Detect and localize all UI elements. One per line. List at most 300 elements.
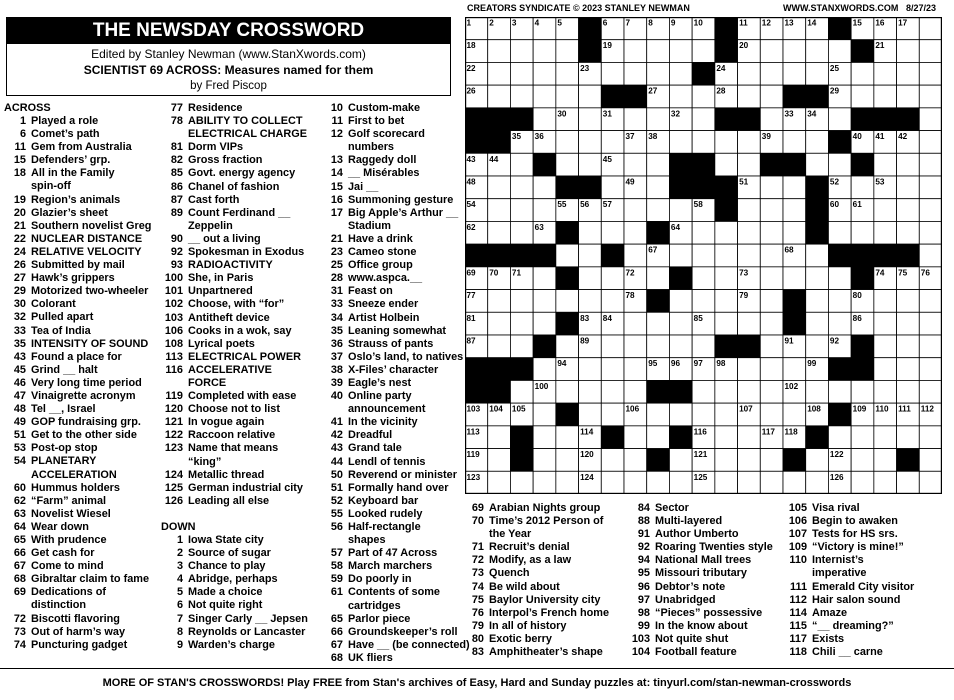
clue-number: 60 (13, 481, 26, 494)
grid-cell[interactable] (874, 449, 897, 472)
grid-cell[interactable] (806, 267, 829, 290)
grid-cell[interactable] (919, 449, 942, 472)
grid-cell[interactable] (919, 153, 942, 176)
crossword-grid[interactable] (465, 17, 942, 494)
grid-cell[interactable] (738, 449, 761, 472)
grid-cell[interactable] (556, 85, 579, 108)
clue-text: Abridge, perhaps (188, 573, 278, 586)
grid-cell[interactable] (601, 176, 624, 199)
grid-cell[interactable] (851, 471, 874, 494)
grid-cell[interactable] (692, 380, 715, 403)
grid-cell[interactable] (601, 471, 624, 494)
grid-cell[interactable] (624, 380, 647, 403)
grid-cell[interactable] (919, 358, 942, 381)
grid-cell[interactable] (783, 62, 806, 85)
grid-cell[interactable] (624, 40, 647, 63)
grid-cell[interactable] (692, 131, 715, 154)
grid-cell[interactable] (579, 244, 602, 267)
grid-cell[interactable] (897, 312, 920, 335)
clue-number: 80 (471, 632, 484, 645)
grid-cell[interactable] (669, 62, 692, 85)
grid-cell[interactable] (738, 62, 761, 85)
grid-cell[interactable] (874, 380, 897, 403)
clue (785, 620, 914, 633)
grid-cell[interactable] (556, 426, 579, 449)
black-square (783, 312, 806, 335)
grid-cell[interactable] (715, 403, 738, 426)
grid-cell[interactable] (806, 449, 829, 472)
grid-cell[interactable] (806, 153, 829, 176)
cell-number: 65 (807, 222, 817, 232)
grid-cell[interactable] (624, 358, 647, 381)
grid-cell[interactable] (919, 176, 942, 199)
grid-cell[interactable] (760, 108, 783, 131)
grid-cell[interactable] (851, 85, 874, 108)
grid-cell[interactable] (897, 176, 920, 199)
grid-cell[interactable] (579, 221, 602, 244)
cell-number: 115 (602, 427, 617, 437)
grid-cell[interactable] (510, 380, 533, 403)
grid-cell[interactable] (510, 221, 533, 244)
grid-cell[interactable] (556, 40, 579, 63)
grid-cell[interactable] (919, 312, 942, 335)
clue (321, 128, 470, 141)
grid-cell[interactable] (624, 426, 647, 449)
grid-cell[interactable] (488, 85, 511, 108)
grid-cell[interactable] (919, 17, 942, 40)
clue (321, 246, 470, 259)
grid-cell[interactable] (579, 267, 602, 290)
grid-cell[interactable] (669, 471, 692, 494)
grid-cell[interactable] (738, 426, 761, 449)
grid-cell[interactable] (806, 335, 829, 358)
grid-cell[interactable] (624, 244, 647, 267)
grid-cell[interactable] (851, 380, 874, 403)
clue-text: Leading all else (188, 494, 270, 507)
grid-cell[interactable] (738, 471, 761, 494)
grid-cell[interactable] (897, 426, 920, 449)
grid-cell[interactable] (556, 153, 579, 176)
grid-cell[interactable] (647, 153, 670, 176)
grid-cell[interactable] (556, 471, 579, 494)
grid-cell[interactable] (760, 85, 783, 108)
grid-cell[interactable] (874, 312, 897, 335)
grid-cell[interactable] (533, 267, 556, 290)
grid-cell[interactable] (533, 290, 556, 313)
grid-cell[interactable] (715, 267, 738, 290)
grid-cell[interactable] (783, 131, 806, 154)
grid-cell[interactable] (783, 267, 806, 290)
grid-cell[interactable] (783, 221, 806, 244)
grid-cell[interactable] (783, 176, 806, 199)
grid-cell[interactable] (556, 335, 579, 358)
grid-cell[interactable] (533, 426, 556, 449)
grid-cell[interactable] (783, 358, 806, 381)
cell-number: 37 (625, 132, 635, 142)
grid-cell[interactable] (579, 358, 602, 381)
grid-cell[interactable] (647, 267, 670, 290)
grid-cell[interactable] (874, 358, 897, 381)
grid-cell[interactable] (510, 85, 533, 108)
grid-cell[interactable] (874, 426, 897, 449)
grid-cell[interactable] (556, 290, 579, 313)
grid-cell[interactable] (692, 267, 715, 290)
grid-cell[interactable] (715, 426, 738, 449)
grid-cell[interactable] (715, 312, 738, 335)
grid-cell[interactable] (669, 449, 692, 472)
grid-cell[interactable] (624, 153, 647, 176)
cell-number: 106 (625, 404, 640, 414)
grid-cell[interactable] (760, 199, 783, 222)
grid-cell[interactable] (760, 244, 783, 267)
grid-cell[interactable] (579, 380, 602, 403)
black-square (874, 244, 897, 267)
grid-cell[interactable] (647, 40, 670, 63)
clue-number: 68 (330, 651, 343, 664)
clue-column (785, 502, 914, 659)
grid-cell[interactable] (760, 335, 783, 358)
grid-cell[interactable] (828, 380, 851, 403)
grid-cell[interactable] (874, 62, 897, 85)
grid-cell[interactable] (533, 199, 556, 222)
grid-cell[interactable] (488, 449, 511, 472)
grid-cell[interactable] (919, 244, 942, 267)
grid-cell[interactable] (897, 40, 920, 63)
grid-cell[interactable] (828, 290, 851, 313)
grid-cell[interactable] (488, 471, 511, 494)
grid-cell[interactable] (919, 108, 942, 131)
grid-cell[interactable] (647, 471, 670, 494)
cell-number: 69 (466, 268, 476, 278)
grid-cell[interactable] (760, 267, 783, 290)
grid-cell[interactable] (738, 153, 761, 176)
clue (161, 613, 308, 626)
grid-cell[interactable] (601, 403, 624, 426)
grid-cell[interactable] (647, 108, 670, 131)
grid-cell[interactable] (692, 221, 715, 244)
grid-cell[interactable] (533, 176, 556, 199)
grid-cell[interactable] (692, 290, 715, 313)
grid-cell[interactable] (669, 290, 692, 313)
grid-cell[interactable] (647, 426, 670, 449)
grid-cell[interactable] (715, 290, 738, 313)
cell-number: 70 (489, 268, 499, 278)
grid-cell[interactable] (760, 221, 783, 244)
grid-cell[interactable] (488, 290, 511, 313)
grid-cell[interactable] (510, 199, 533, 222)
grid-cell[interactable] (533, 471, 556, 494)
clue-number: 47 (13, 389, 26, 402)
grid-cell[interactable] (647, 312, 670, 335)
grid-cell[interactable] (851, 176, 874, 199)
grid-cell[interactable] (851, 221, 874, 244)
grid-cell[interactable] (828, 40, 851, 63)
grid-cell[interactable] (624, 312, 647, 335)
grid-cell[interactable] (874, 199, 897, 222)
grid-cell[interactable] (510, 290, 533, 313)
grid-cell[interactable] (897, 85, 920, 108)
grid-cell[interactable] (715, 244, 738, 267)
grid-cell[interactable] (488, 176, 511, 199)
grid-cell[interactable] (533, 62, 556, 85)
grid-cell[interactable] (738, 221, 761, 244)
grid-cell[interactable] (579, 85, 602, 108)
grid-cell[interactable] (510, 312, 533, 335)
clue-number: 22 (13, 232, 26, 245)
grid-cell[interactable] (897, 335, 920, 358)
grid-cell[interactable] (919, 335, 942, 358)
grid-cell[interactable] (510, 471, 533, 494)
grid-cell[interactable] (806, 290, 829, 313)
grid-cell[interactable] (715, 153, 738, 176)
clue-number: 32 (13, 311, 26, 324)
grid-cell[interactable] (806, 131, 829, 154)
clue (4, 534, 151, 547)
cell-number: 61 (852, 200, 862, 210)
grid-cell[interactable] (760, 449, 783, 472)
grid-cell[interactable] (828, 312, 851, 335)
grid-cell[interactable] (760, 40, 783, 63)
clue-text: Cast forth (188, 193, 240, 206)
grid-cell[interactable] (488, 199, 511, 222)
grid-cell[interactable] (488, 426, 511, 449)
grid-cell[interactable] (874, 85, 897, 108)
clue (4, 246, 151, 259)
grid-cell[interactable] (533, 312, 556, 335)
grid-cell[interactable] (874, 221, 897, 244)
grid-cell[interactable] (783, 199, 806, 222)
grid-cell[interactable] (669, 85, 692, 108)
grid-cell[interactable] (919, 85, 942, 108)
grid-cell[interactable] (601, 449, 624, 472)
grid-cell[interactable] (828, 426, 851, 449)
grid-cell[interactable] (624, 62, 647, 85)
grid-cell[interactable] (624, 108, 647, 131)
grid-cell[interactable] (556, 380, 579, 403)
grid-cell[interactable] (579, 108, 602, 131)
grid-cell[interactable] (556, 449, 579, 472)
clue-text: Region’s animals (31, 193, 121, 206)
grid-cell[interactable] (488, 62, 511, 85)
clue (321, 495, 470, 508)
grid-cell[interactable] (533, 403, 556, 426)
grid-cell[interactable] (692, 108, 715, 131)
grid-cell[interactable] (897, 380, 920, 403)
grid-cell[interactable] (601, 62, 624, 85)
grid-cell[interactable] (601, 131, 624, 154)
grid-cell[interactable] (510, 335, 533, 358)
clue-text: ACCELERATION (31, 468, 117, 481)
grid-cell[interactable] (533, 358, 556, 381)
clue-text: Stadium (348, 219, 391, 232)
clue-number: 70 (471, 515, 484, 528)
grid-cell[interactable] (669, 312, 692, 335)
grid-cell[interactable] (601, 290, 624, 313)
grid-cell[interactable] (897, 199, 920, 222)
grid-cell[interactable] (624, 449, 647, 472)
grid-cell[interactable] (556, 244, 579, 267)
grid-cell[interactable] (919, 199, 942, 222)
grid-cell[interactable] (510, 153, 533, 176)
black-square (647, 449, 670, 472)
clue (161, 482, 308, 495)
grid-cell[interactable] (919, 40, 942, 63)
grid-cell[interactable] (919, 426, 942, 449)
grid-cell[interactable] (692, 85, 715, 108)
grid-cell[interactable] (669, 244, 692, 267)
grid-cell[interactable] (715, 380, 738, 403)
clue-text: Govt. energy agency (188, 167, 296, 180)
grid-cell[interactable] (533, 108, 556, 131)
grid-cell[interactable] (851, 449, 874, 472)
grid-cell[interactable] (760, 471, 783, 494)
grid-cell[interactable] (897, 221, 920, 244)
cell-number: 50 (670, 177, 681, 187)
grid-cell[interactable] (669, 40, 692, 63)
grid-cell[interactable] (806, 471, 829, 494)
grid-cell[interactable] (692, 403, 715, 426)
grid-cell[interactable] (919, 471, 942, 494)
grid-cell[interactable] (601, 380, 624, 403)
grid-cell[interactable] (806, 244, 829, 267)
grid-cell[interactable] (760, 290, 783, 313)
grid-cell[interactable] (533, 85, 556, 108)
grid-cell[interactable] (806, 40, 829, 63)
grid-cell[interactable] (669, 403, 692, 426)
grid-cell[interactable] (738, 199, 761, 222)
grid-cell[interactable] (510, 176, 533, 199)
grid-cell[interactable] (488, 312, 511, 335)
clue (321, 586, 470, 599)
grid-cell[interactable] (738, 358, 761, 381)
grid-cell[interactable] (601, 267, 624, 290)
grid-cell[interactable] (738, 380, 761, 403)
grid-cell[interactable] (692, 244, 715, 267)
grid-cell[interactable] (624, 199, 647, 222)
grid-cell[interactable] (624, 335, 647, 358)
grid-cell[interactable] (828, 267, 851, 290)
grid-cell[interactable] (488, 221, 511, 244)
grid-cell[interactable] (647, 176, 670, 199)
grid-cell[interactable] (692, 40, 715, 63)
grid-cell[interactable] (669, 199, 692, 222)
grid-cell[interactable] (647, 199, 670, 222)
grid-cell[interactable] (851, 62, 874, 85)
grid-cell[interactable] (874, 335, 897, 358)
grid-cell[interactable] (738, 131, 761, 154)
grid-cell[interactable] (533, 449, 556, 472)
grid-cell[interactable] (715, 221, 738, 244)
grid-cell[interactable] (533, 40, 556, 63)
grid-cell[interactable] (828, 221, 851, 244)
grid-cell[interactable] (897, 290, 920, 313)
clue-number: 69 (471, 502, 484, 514)
cell-number: 42 (898, 132, 908, 142)
grid-cell[interactable] (556, 131, 579, 154)
grid-cell[interactable] (579, 153, 602, 176)
grid-cell[interactable] (897, 153, 920, 176)
grid-cell[interactable] (806, 312, 829, 335)
clue-text: Golf scorecard (348, 128, 425, 141)
grid-cell[interactable] (510, 40, 533, 63)
grid-cell[interactable] (647, 335, 670, 358)
grid-cell[interactable] (919, 290, 942, 313)
grid-cell[interactable] (828, 153, 851, 176)
grid-cell[interactable] (919, 62, 942, 85)
grid-cell[interactable] (874, 471, 897, 494)
grid-cell[interactable] (760, 358, 783, 381)
grid-cell[interactable] (715, 131, 738, 154)
grid-cell[interactable] (510, 62, 533, 85)
grid-cell[interactable] (874, 153, 897, 176)
grid-cell[interactable] (919, 380, 942, 403)
grid-cell[interactable] (715, 471, 738, 494)
grid-cell[interactable] (601, 335, 624, 358)
clue-text: Singer Carly __ Jepsen (188, 612, 308, 625)
grid-cell[interactable] (624, 221, 647, 244)
grid-cell[interactable] (874, 290, 897, 313)
grid-cell[interactable] (738, 85, 761, 108)
grid-cell[interactable] (738, 312, 761, 335)
grid-cell[interactable] (919, 131, 942, 154)
grid-cell[interactable] (919, 221, 942, 244)
grid-cell[interactable] (601, 221, 624, 244)
clue (321, 312, 470, 325)
grid-cell[interactable] (579, 290, 602, 313)
grid-cell[interactable] (647, 62, 670, 85)
grid-cell[interactable] (897, 471, 920, 494)
grid-cell[interactable] (783, 471, 806, 494)
grid-cell[interactable] (601, 358, 624, 381)
black-square (715, 108, 738, 131)
grid-cell[interactable] (669, 131, 692, 154)
grid-cell[interactable] (760, 312, 783, 335)
clue (462, 528, 609, 541)
grid-cell[interactable] (783, 40, 806, 63)
clue (161, 233, 308, 246)
grid-cell[interactable] (488, 335, 511, 358)
grid-cell[interactable] (647, 403, 670, 426)
grid-cell[interactable] (669, 335, 692, 358)
clue-number: 15 (330, 180, 343, 193)
grid-cell[interactable] (579, 403, 602, 426)
black-square (806, 426, 829, 449)
grid-cell[interactable] (760, 62, 783, 85)
grid-cell[interactable] (806, 62, 829, 85)
grid-cell[interactable] (897, 358, 920, 381)
grid-cell[interactable] (488, 40, 511, 63)
grid-cell[interactable] (897, 62, 920, 85)
clue (161, 456, 308, 469)
grid-cell[interactable] (624, 471, 647, 494)
grid-cell[interactable] (556, 62, 579, 85)
grid-cell[interactable] (760, 176, 783, 199)
clue (462, 567, 609, 580)
grid-cell[interactable] (715, 449, 738, 472)
grid-cell[interactable] (692, 335, 715, 358)
grid-cell[interactable] (806, 380, 829, 403)
grid-cell[interactable] (760, 403, 783, 426)
grid-cell[interactable] (851, 426, 874, 449)
black-square (851, 244, 874, 267)
clue-text: Amphitheater’s shape (489, 646, 603, 659)
grid-cell[interactable] (760, 380, 783, 403)
grid-cell[interactable] (738, 244, 761, 267)
grid-cell[interactable] (783, 403, 806, 426)
grid-cell[interactable] (828, 108, 851, 131)
grid-cell[interactable] (579, 131, 602, 154)
cell-number: 89 (580, 336, 590, 346)
